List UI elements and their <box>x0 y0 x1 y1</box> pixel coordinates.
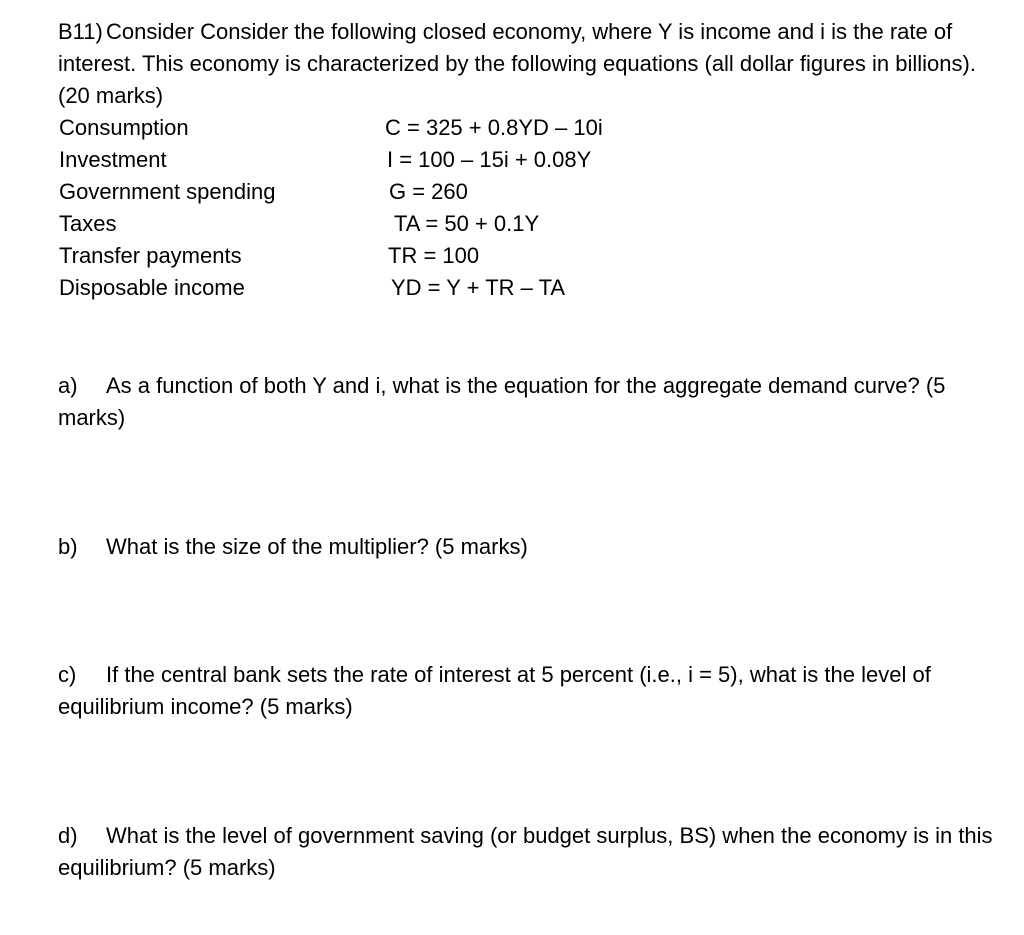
equation-row-government-spending <box>58 176 998 208</box>
equation-label: Investment <box>59 147 167 172</box>
question-label: c) <box>58 662 77 687</box>
question-text: As a function of both Y and i, what is the equation for the aggregate demand curve? (5 marks) <box>58 373 946 430</box>
question-label: d) <box>58 823 78 848</box>
equation-formula: I = 100 – 15i + 0.08Y <box>387 147 592 172</box>
document <box>58 16 998 880</box>
question-b <box>58 531 998 563</box>
problem-intro-text: Consider Consider the following closed economy, where Y is income and i is the rate of interest. This economy is characterized by the following equations (all dollar figures in billions). (20 marks) <box>58 19 976 108</box>
equation-formula: TA = 50 + 0.1Y <box>394 211 540 236</box>
question-label: b) <box>58 534 78 559</box>
equation-label: Transfer payments <box>59 243 242 268</box>
problem-label: B11) <box>58 19 103 44</box>
equation-formula: TR = 100 <box>388 243 480 268</box>
equation-row-consumption <box>58 112 998 144</box>
equation-row-taxes <box>58 208 998 240</box>
question-text: If the central bank sets the rate of interest at 5 percent (i.e., i = 5), what is the level of equilibrium income? (5 marks) <box>58 662 931 719</box>
question-text: What is the size of the multiplier? (5 marks) <box>106 534 528 559</box>
question-label: a) <box>58 373 78 398</box>
equation-row-transfer-payments <box>58 240 998 272</box>
equation-formula: G = 260 <box>389 179 468 204</box>
equation-row-disposable-income <box>58 272 998 304</box>
equation-label: Disposable income <box>59 275 245 300</box>
equation-label: Consumption <box>59 115 189 140</box>
question-d <box>58 820 998 884</box>
equation-table <box>58 112 998 306</box>
equation-formula: C = 325 + 0.8YD – 10i <box>385 115 603 140</box>
equation-formula: YD = Y + TR – TA <box>391 275 566 300</box>
question-text: What is the level of government saving (or budget surplus, BS) when the economy is in this equilibrium? (5 marks) <box>58 823 993 880</box>
equation-row-investment <box>58 144 998 176</box>
equation-label: Taxes <box>59 211 117 236</box>
question-c <box>58 659 998 723</box>
problem-intro <box>58 16 998 112</box>
equation-label: Government spending <box>59 179 276 204</box>
question-a <box>58 370 998 434</box>
